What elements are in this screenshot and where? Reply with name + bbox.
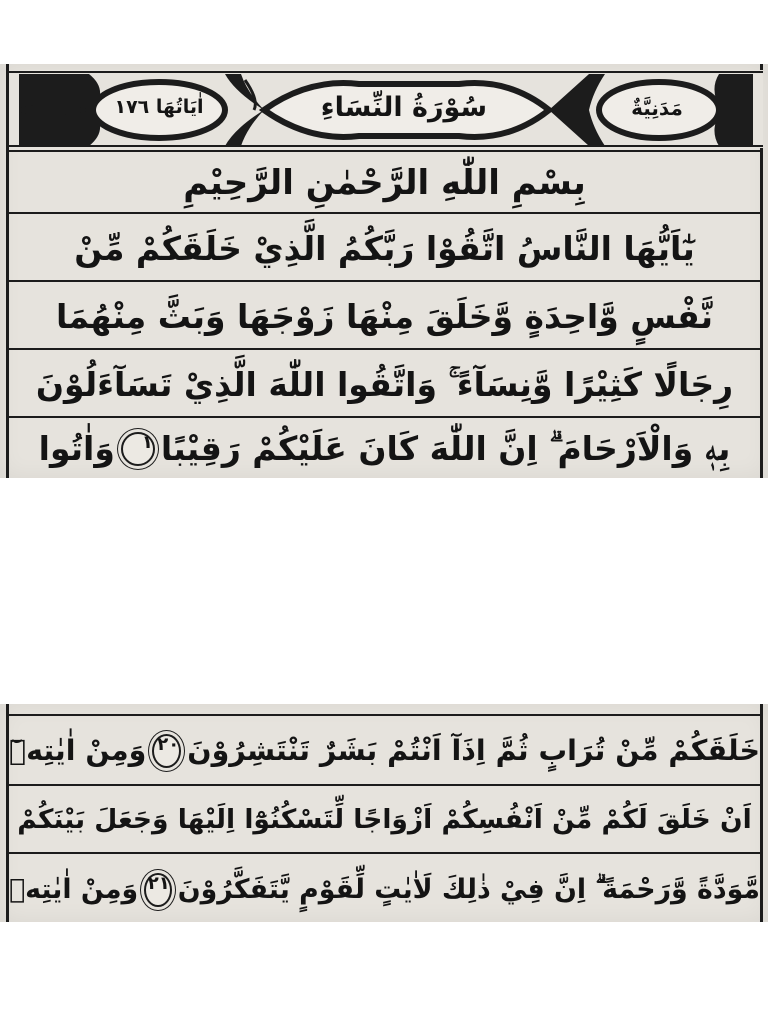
verse-text: مَّوَدَّةً وَّرَحْمَةً ۗ اِنَّ فِيْ ذٰلِكَ لَاٰيٰتٍ لِّقَوْمٍ يَّتَفَكَّرُوْنَ <box>177 873 760 905</box>
verse-text: خَلَقَكُمْ مِّنْ تُرَابٍ ثُمَّ اِذَآ اَنْتُمْ بَشَرٌ تَنْتَشِرُوْنَ <box>187 733 760 767</box>
verse-line <box>9 852 760 922</box>
page-frame-top <box>6 64 763 478</box>
page-scan-bottom <box>0 704 768 922</box>
verse-line <box>9 280 760 350</box>
verse-line <box>9 784 760 854</box>
verse-text: وَمِنْ اٰيٰتِهٖ <box>9 873 139 905</box>
verse-text: نَّفْسٍ وَّاحِدَةٍ وَّخَلَقَ مِنْهَا زَوْجَهَا وَبَثَّ مِنْهُمَا <box>56 296 713 336</box>
verse-text: اَنْ خَلَقَ لَكُمْ مِّنْ اَنْفُسِكُمْ اَزْوَاجًا لِّتَسْكُنُوْٓا اِلَيْهَا وَجَعَلَ بَيْنَكُمْ <box>17 803 752 835</box>
verse-line <box>9 348 760 418</box>
surah-header <box>9 70 760 148</box>
ayah-end-marker: ١ <box>121 432 155 466</box>
ayat-count-label: اٰيَاتُهَا ۱۷٦ <box>114 96 204 118</box>
verse-line <box>9 212 760 282</box>
verse-text: وَمِنْ اٰيٰتِهٖٓ <box>9 733 147 767</box>
revelation-type-label: مَدَنِيَّةٌ <box>631 96 683 120</box>
ayah-end-marker: ٢٠ <box>152 734 181 768</box>
verse-text: يٰٓاَيُّهَا النَّاسُ اتَّقُوْا رَبَّكُمُ الَّذِيْ خَلَقَكُمْ مِّنْ <box>74 228 695 268</box>
bismillah: بِسْمِ اللّٰهِ الرَّحْمٰنِ الرَّحِيْمِ <box>9 150 760 214</box>
verse-line <box>9 416 760 478</box>
surah-title: سُوْرَةُ النِّسَاءِ <box>320 92 487 123</box>
page-frame-bottom <box>6 704 763 922</box>
verse-text: وَاٰتُوا <box>38 429 115 468</box>
verse-line <box>9 714 760 786</box>
verse-text: رِجَالًا كَثِيْرًا وَّنِسَآءً ۚ وَاتَّقُوا اللّٰهَ الَّذِيْ تَسَآءَلُوْنَ <box>35 364 734 404</box>
verse-text: بِهٖ وَالْاَرْحَامَ ۗ اِنَّ اللّٰهَ كَانَ عَلَيْكُمْ رَقِيْبًا <box>160 429 731 468</box>
page-scan-top <box>0 64 768 478</box>
ayah-end-marker: ٢١ <box>144 873 171 907</box>
